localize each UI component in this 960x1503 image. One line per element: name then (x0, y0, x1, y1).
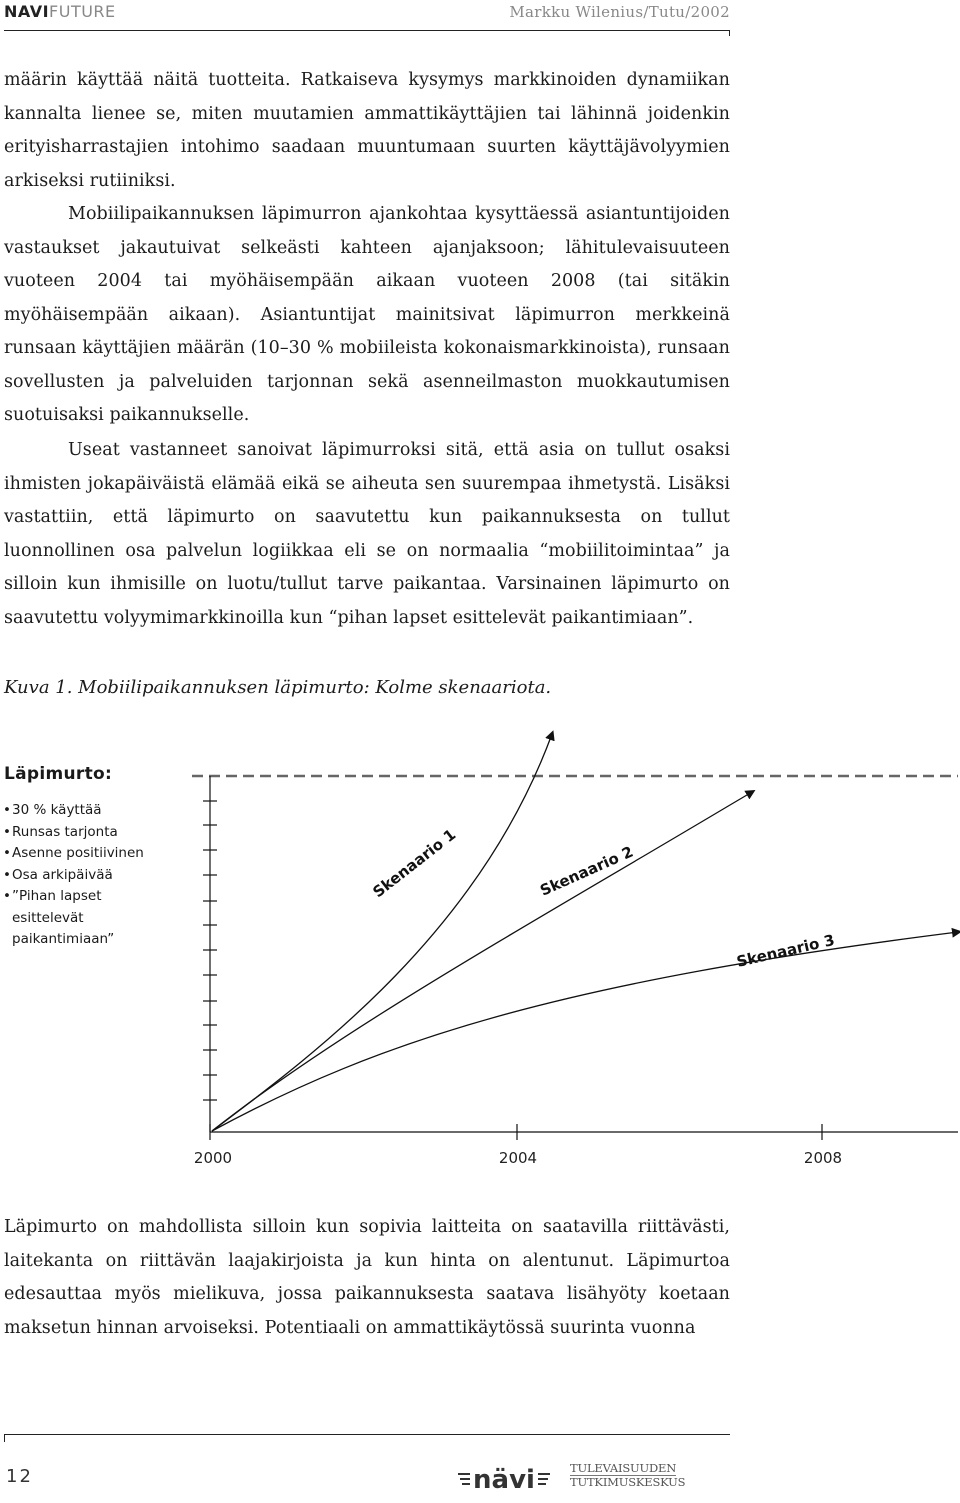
header-reference: Markku Wilenius/Tutu/2002 (509, 3, 730, 21)
paragraph-4: Läpimurto on mahdollista silloin kun sopivia laitteita on saatavilla riittävästi, laitekanta on riittävän laajakirjoista ja kun hinta on alentunut. Läpimurtoa edesauttaa myös mielikuva, jossa paikannuksesta saatava lisähyöty koetaan maksetun hinnan arvoiseksi. Potentiaali on ammattikäytössä suurinta vuonna (4, 1217, 730, 1338)
scenario-3-line (212, 932, 958, 1131)
brand-light: FUTURE (49, 2, 116, 21)
x-tick-label: 2008 (803, 1149, 843, 1167)
footer-rule (4, 1434, 730, 1435)
criteria-item: • Osa arkipäivää (4, 865, 144, 887)
paragraph-1: määrin käyttää näitä tuotteita. Ratkaiseva kysymys markkinoiden dynamiikan kannalta lienee se, miten muutamien ammattikäyttäjien tai lähinnä joidenkin erityisharrastajien intohimo saadaan muuntumaan suurten käyttäjävolyymien arkiseksi rutiiniksi. (4, 70, 730, 191)
criteria-item: • 30 % käyttää (4, 800, 144, 822)
scenario-2-label: Skenaario 2 (537, 842, 636, 900)
navi-logo-text: nävi (473, 1465, 535, 1495)
scenario-2-line (212, 792, 752, 1131)
criteria-item: • Asenne positiivinen (4, 843, 144, 865)
header-rule (4, 30, 730, 31)
x-tick-label: 2000 (193, 1149, 233, 1167)
institute-logo (570, 1462, 685, 1489)
institute-logo-line1: TULEVAISUUDEN (570, 1461, 677, 1475)
criteria-item: • ”Pihan lapset (4, 886, 144, 908)
navi-logo-stripes-right (538, 1473, 550, 1485)
footer-tick (4, 1434, 5, 1442)
scenario-1-label: Skenaario 1 (369, 825, 460, 902)
paragraph-3: Useat vastanneet sanoivat läpimurroksi sitä, että asia on tullut osaksi ihmisten jokapäiväistä elämää eikä se aiheuta sen suurempaa ihmetystä. Lisäksi vastattiin, että läpimurto on saavutettu kun paikannuksesta on tullut luonnollinen osa palvelun logiikkaa eli se on normaalia “mobiilitoimintaa” ja silloin kun ihmisille on luotu/tullut tarve paikantaa. Varsinainen läpimurto on saavutettu volyymimarkkinoilla kun “pihan lapset esittelevät paikantimiaan”. (4, 440, 730, 628)
institute-logo-line2: TUTKIMUSKESKUS (570, 1475, 686, 1489)
navi-logo (458, 1458, 550, 1498)
scenario-1-line (212, 734, 552, 1131)
threshold-title: Läpimurto: (4, 764, 113, 784)
scenario-chart (0, 720, 960, 1180)
paragraph-2: Mobiilipaikannuksen läpimurron ajankohtaa kysyttäessä asiantuntijoiden vastaukset jakautuivat selkeästi kahteen ajanjaksoon; lähitulevaisuuteen vuoteen 2004 tai myöhäisempään aikaan vuoteen 2008 (tai sitäkin myöhäisempään aikaan). Asiantuntijat mainitsivat läpimurron merkkeinä runsaan käyttäjien määrän (10–30 % mobiileista kokonaismarkkinoista), runsaan sovellusten ja palveluiden tarjonnan sekä asenneilmaston muokkautumisen suotuisaksi paikannukselle. (4, 204, 730, 425)
criteria-item: paikantimiaan” (12, 931, 115, 947)
figure-caption: Kuva 1. Mobiilipaikannuksen läpimurto: Kolme skenaariota. (4, 677, 552, 698)
page-number: 12 (6, 1466, 33, 1487)
brand-bold: NAVI (4, 2, 50, 21)
criteria-item: esittelevät (12, 909, 84, 926)
scenario-3-label: Skenaario 3 (734, 930, 837, 971)
brand-logo (4, 2, 116, 21)
header-tick (729, 30, 730, 36)
x-tick-labels (194, 1149, 842, 1167)
scenario-labels (369, 825, 836, 970)
x-tick-label: 2004 (498, 1149, 538, 1167)
navi-logo-stripes-left (458, 1473, 470, 1485)
criteria-item: • Runsas tarjonta (4, 822, 144, 844)
